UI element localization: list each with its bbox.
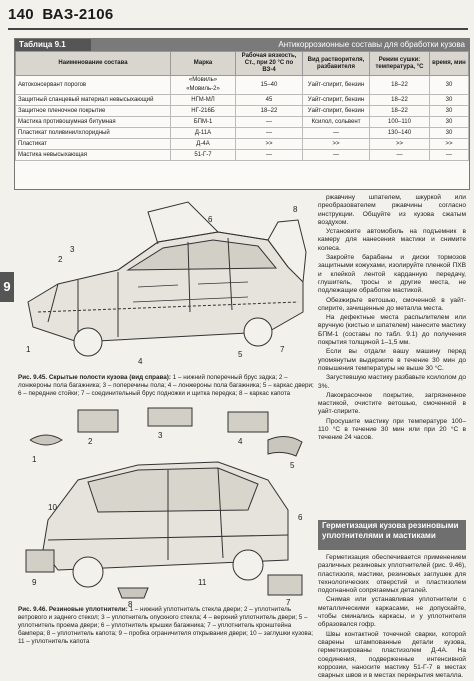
anticorrosion-table <box>14 38 470 190</box>
table-cell: Д-11А <box>171 128 236 139</box>
table-row <box>16 128 469 139</box>
table-cell: 30 <box>430 128 469 139</box>
table-cell: 18–22 <box>236 106 303 117</box>
table-cell: НГМ-МЛ <box>171 95 236 106</box>
right-column-top <box>318 194 466 444</box>
table-cell: Защитный сланцевый материал невысыхающий <box>16 95 171 106</box>
figure1-caption <box>18 374 314 398</box>
callout-label: 4 <box>238 437 243 446</box>
table-cell: 15–40 <box>236 76 303 95</box>
table-cell: Пластикат поливинилхлоридный <box>16 128 171 139</box>
callout-label: 6 <box>298 513 303 522</box>
figure2-caption-text: 1 – нижний уплотнитель стекла двери; 2 – уплотнитель ветрового и заднего стекол; 3 – уплотнитель опускного стекла; 4 – верхний уплотнитель двери; 5 – уплотнитель проема двери; 6 – уплотнитель крышки багажника; 7 – уплотнитель кронштейна бампера; 8 – уплотнитель капота; 9 – пробка ограничителя открывания двери; 10 – заглушки кузова; 11 – уплотнитель капота <box>18 606 313 645</box>
table-cell: Автоконсервант порогов <box>16 76 171 95</box>
body-paragraph: Снимая или устанавливая уплотнители с металлическими каркасами, не допускайте, чтобы сминались каркасы, и у уплотнителя образовался гофр. <box>318 596 466 629</box>
table-cell: Мастика противошумная битумная <box>16 117 171 128</box>
table-cell: 30 <box>430 117 469 128</box>
table-caption <box>15 39 469 51</box>
data-table <box>15 51 469 161</box>
table-cell: 30 <box>430 106 469 117</box>
table-cell: — <box>236 150 303 161</box>
body-paragraph: На дефектные места распылителем или вручную (кистью и шпателем) нанесите мастику БПМ-1 (составы по табл. 9.1) до получения покрытия толщиной 1–1,5 мм. <box>318 314 466 347</box>
callout-label: 7 <box>280 345 285 354</box>
col-header: Наименование состава <box>16 52 171 76</box>
body-paragraph: Установите автомобиль на подъемник в камеру для нанесения мастики и снимите колеса. <box>318 228 466 252</box>
callout-label: 1 <box>26 345 31 354</box>
callout-label: 1 <box>32 455 37 464</box>
callout-label: 7 <box>286 598 291 607</box>
col-header: время, мин <box>430 52 469 76</box>
table-cell: Пластикат <box>16 139 171 150</box>
col-header: Марка <box>171 52 236 76</box>
body-paragraph: Герметизация обеспечивается применением различных резиновых уплотнителей (рис. 9.46), пластизоля, мастики, резиновых заглушек для технологических отверстий и пластизолем подогнанной сопрягаемых деталей. <box>318 554 466 595</box>
callout-label: 9 <box>32 578 37 587</box>
table-cell: «Мовиль» «Мовиль-2» <box>171 76 236 95</box>
callout-label: 3 <box>158 431 163 440</box>
table-cell: >> <box>303 139 370 150</box>
table-number: Таблица 9.1 <box>15 39 91 51</box>
callout-label: 8 <box>293 205 298 214</box>
car-body-cavities-illustration <box>18 192 310 372</box>
table-row <box>16 95 469 106</box>
body-paragraph: Обезжирьте ветошью, смоченной в уайт-спирите, зачищенные до металла места. <box>318 296 466 312</box>
callout-label: 4 <box>138 357 143 366</box>
table-cell: — <box>236 117 303 128</box>
callout-label: 8 <box>128 600 133 609</box>
body-paragraph: Лакокрасочное покрытие, загрязненное мастикой, очистите ветошью, смоченной в уайт-спирите. <box>318 391 466 416</box>
table-cell: БПМ-1 <box>171 117 236 128</box>
callout-label: 6 <box>208 215 213 224</box>
table-cell: — <box>236 128 303 139</box>
table-cell: — <box>430 150 469 161</box>
callout-label: 10 <box>48 503 57 512</box>
page-number <box>8 6 114 23</box>
table-cell: 100–110 <box>370 117 430 128</box>
callout-label: 3 <box>70 245 75 254</box>
figure1-caption-title: Рис. 9.45. Скрытые полости кузова (вид справа): <box>18 374 171 381</box>
table-cell: — <box>370 150 430 161</box>
table-row <box>16 139 469 150</box>
table-cell: 18–22 <box>370 106 430 117</box>
table-cell: — <box>303 128 370 139</box>
table-row <box>16 117 469 128</box>
table-cell: >> <box>236 139 303 150</box>
table-cell: 30 <box>430 95 469 106</box>
table-cell: 130–140 <box>370 128 430 139</box>
callout-label: 5 <box>238 350 243 359</box>
callout-label: 2 <box>88 437 93 446</box>
col-header: Рабочая вязкость, Ст., при 20 °С по ВЗ-4 <box>236 52 303 76</box>
table-cell: >> <box>370 139 430 150</box>
figure1-caption-text: 1 – нижний поперечный брус задка; 2 – лонжероны пола багажника; 3 – поперечины пола; 4 – лонжероны пола багажника; 5 – каркас двери; 6 – передние стойки; 7 – соединительный брус подножки и щитка передка; 8 – каркас капота <box>18 374 314 397</box>
table-cell: 30 <box>430 76 469 95</box>
table-header-row <box>16 52 469 76</box>
body-paragraph: Закройте барабаны и диски тормозов защитными кожухами, изолируйте пленкой ПХВ и клейкой лентой карданную передачу, глушитель, тросы и другие места, не подлежащие обработке мастикой. <box>318 254 466 295</box>
table-cell: Ксилол, сольвент <box>303 117 370 128</box>
car-model: ВАЗ-2106 <box>42 6 114 23</box>
page-number-value: 140 <box>8 6 34 23</box>
right-column-bottom <box>318 554 466 681</box>
callout-label: 11 <box>198 578 207 587</box>
table-cell: НГ-216Б <box>171 106 236 117</box>
body-paragraph: Загустевшую мастику разбавьте ксилолом до 3%. <box>318 374 466 390</box>
table-cell: Уайт-спирит, бензин <box>303 95 370 106</box>
body-paragraph: ржавчину шпателем, шкуркой или преобразователем ржавчины согласно инструкции. Общуйте из кузова сжатым воздухом. <box>318 194 466 226</box>
table-row <box>16 76 469 95</box>
rubber-seals-illustration <box>18 400 314 610</box>
table-cell: Д-4А <box>171 139 236 150</box>
callout-label: 5 <box>290 461 295 470</box>
chapter-tab: 9 <box>0 272 14 302</box>
table-cell: 18–22 <box>370 76 430 95</box>
callout-label: 2 <box>58 255 63 264</box>
table-title: Антикоррозионные составы для обработки кузова <box>91 39 469 51</box>
table-cell: Мастика невысыхающая <box>16 150 171 161</box>
header-rule <box>8 28 468 30</box>
section-heading: Герметизация кузова резиновыми уплотнителями и мастиками <box>318 520 466 550</box>
figure2-caption <box>18 606 314 646</box>
table-row <box>16 150 469 161</box>
table-cell: Защитное пленочное покрытие <box>16 106 171 117</box>
table-cell: 18–22 <box>370 95 430 106</box>
body-paragraph: Просушите мастику при температуре 100–110 °С в течение 30 мин или при 20 °С в течение 24 часов. <box>318 417 466 442</box>
col-header: Режим сушки: температура, °С <box>370 52 430 76</box>
body-paragraph: Швы контактной точечной сварки, которой сварены штампованные детали кузова, герметизированы пластизолем Д-4А. На соединения, подверженные интенсивной коррозии, наносите мастику 51-Г-7 в местах сварных швов и в местах перекрытия металла. <box>318 630 466 680</box>
table-cell: Уайт-спирит, бензин <box>303 106 370 117</box>
col-header: Вид растворителя, разбавителя <box>303 52 370 76</box>
page-header <box>8 6 468 28</box>
table-row <box>16 106 469 117</box>
body-paragraph: Если вы отдали вашу машину перед упомянутым выдержите в течение 30 мин до повышения температуры не выше 30 °С. <box>318 348 466 372</box>
table-cell: — <box>303 150 370 161</box>
table-cell: Уайт-спирит, бензин <box>303 76 370 95</box>
table-cell: 45 <box>236 95 303 106</box>
table-cell: 51-Г-7 <box>171 150 236 161</box>
figure2-caption-title: Рис. 9.46. Резиновые уплотнители: <box>18 606 128 613</box>
table-cell: >> <box>430 139 469 150</box>
